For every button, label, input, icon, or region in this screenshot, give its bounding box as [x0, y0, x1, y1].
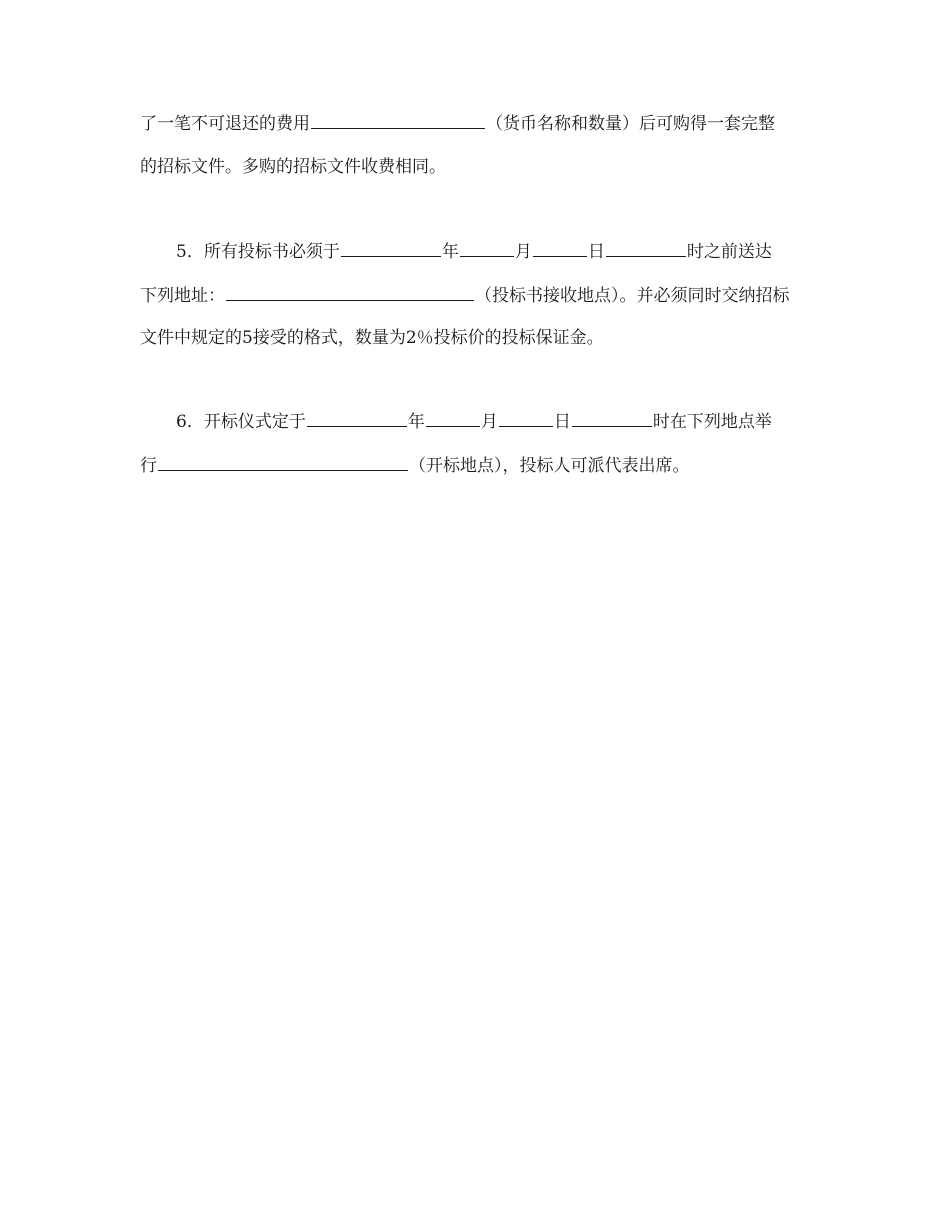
- para6-month-label: 月: [480, 412, 498, 432]
- para5-line1: [140, 239, 772, 263]
- para4-text-after: （货币名称和数量）后可购得一套完整: [486, 114, 775, 134]
- bid-month-blank[interactable]: [460, 239, 514, 257]
- para6-hour-text: 时在下列地点举: [652, 412, 772, 432]
- para5-address-after: （投标书接收地点）。并必须同时交纳招标: [475, 286, 790, 306]
- bid-day-blank[interactable]: [533, 239, 587, 257]
- opening-location-blank[interactable]: [158, 453, 408, 471]
- para5-month-label: 月: [514, 242, 532, 262]
- para5-text-line3: 文件中规定的5接受的格式，数量为2％投标价的投标保证金。: [140, 328, 604, 348]
- opening-year-blank[interactable]: [307, 409, 407, 427]
- para5-line3: [140, 326, 604, 350]
- para6-day-label: 日: [553, 412, 571, 432]
- para5-year-label: 年: [441, 242, 459, 262]
- bid-year-blank[interactable]: [341, 239, 441, 257]
- opening-month-blank[interactable]: [426, 409, 480, 427]
- para4-line2: [140, 155, 446, 179]
- fee-blank[interactable]: [311, 111, 485, 129]
- opening-day-blank[interactable]: [499, 409, 553, 427]
- para4-text-line2: 的招标文件。多购的招标文件收费相同。: [140, 157, 446, 177]
- para6-line1: [140, 409, 772, 433]
- para6-line2-after: （开标地点），投标人可派代表出席。: [409, 456, 690, 476]
- bid-hour-blank[interactable]: [606, 239, 686, 257]
- para4-text-before: 了一笔不可退还的费用: [140, 114, 310, 134]
- para5-day-label: 日: [587, 242, 605, 262]
- para6-line2: [140, 453, 690, 477]
- para5-line2: [140, 283, 790, 307]
- para5-number: 5．所有投标书必须于: [176, 242, 340, 262]
- para6-year-label: 年: [407, 412, 425, 432]
- bid-address-blank[interactable]: [226, 283, 474, 301]
- para5-address-label: 下列地址：: [140, 286, 225, 306]
- opening-hour-blank[interactable]: [572, 409, 652, 427]
- para6-line2-start: 行: [140, 456, 157, 476]
- para4-line1: [140, 111, 775, 135]
- para5-hour-text: 时之前送达: [686, 242, 772, 262]
- para6-number: 6．开标仪式定于: [176, 412, 306, 432]
